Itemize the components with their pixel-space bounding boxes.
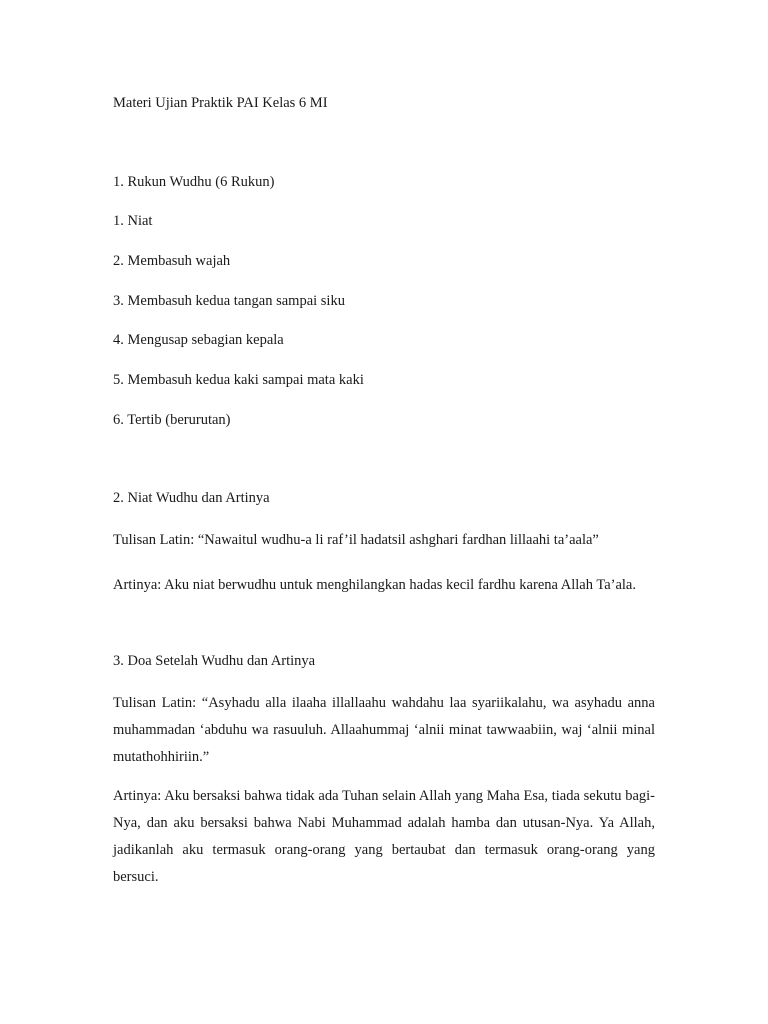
list-item: 1. Niat: [113, 213, 153, 229]
section-heading-rukun-wudhu: 1. Rukun Wudhu (6 Rukun): [113, 174, 275, 190]
doa-latin-paragraph: Tulisan Latin: “Asyhadu alla ilaaha illallaahu wahdahu laa syariikalahu, wa asyhadu anna muhammadan ‘abduhu wa rasuuluh. Allaahummaj ‘alnii minat tawwaabiin, waj ‘alnii minal mutathohhiriin.”: [113, 694, 655, 765]
document-page: [113, 93, 655, 891]
niat-latin-paragraph: Tulisan Latin: “Nawaitul wudhu-a li raf’il hadatsil ashghari fardhan lillaahi ta’aala”: [113, 531, 599, 548]
list-item: 3. Membasuh kedua tangan sampai siku: [113, 292, 345, 309]
list-item: 4. Mengusap sebagian kepala: [113, 332, 284, 349]
list-item: 5. Membasuh kedua kaki sampai mata kaki: [113, 372, 364, 389]
list-item: 2. Membasuh wajah: [113, 252, 231, 269]
section-heading-doa-wudhu: 3. Doa Setelah Wudhu dan Artinya: [113, 652, 316, 669]
rukun-wudhu-list: [113, 211, 655, 430]
doa-arti-paragraph: Artinya: Aku bersaksi bahwa tidak ada Tuhan selain Allah yang Maha Esa, tiada sekutu bagi-Nya, dan aku bersaksi bahwa Nabi Muhammad adalah hamba dan utusan-Nya. Ya Allah, jadikanlah aku termasuk orang-orang yang bertaubat dan termasuk orang-orang yang bersuci.: [113, 787, 655, 885]
document-title: Materi Ujian Praktik PAI Kelas 6 MI: [113, 95, 328, 111]
section-heading-niat-wudhu: 2. Niat Wudhu dan Artinya: [113, 489, 270, 506]
list-item: 6. Tertib (berurutan): [113, 411, 231, 428]
niat-arti-paragraph: Artinya: Aku niat berwudhu untuk menghilangkan hadas kecil fardhu karena Allah Ta’ala.: [113, 576, 636, 593]
